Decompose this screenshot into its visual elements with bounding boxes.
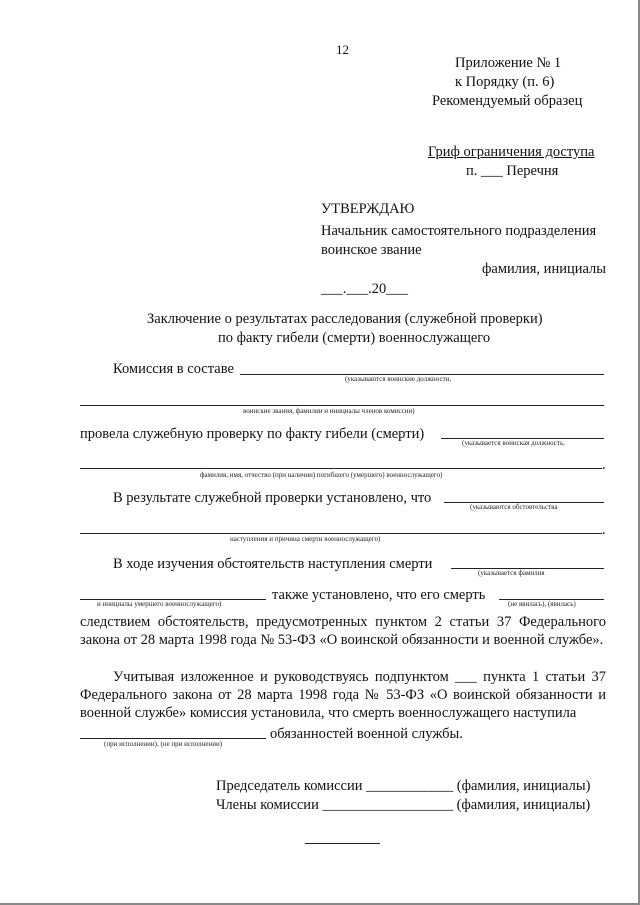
military-rank: воинское звание — [321, 242, 422, 258]
chief-title: Начальник самостоятельного подразделения — [321, 223, 597, 239]
document-title: Заключение о результатах расследования (служебной проверки) — [147, 311, 543, 327]
commission-label: Комиссия в составе — [113, 361, 234, 377]
list-item-ref: п. ___ Перечня — [466, 163, 559, 179]
appendix-label: Приложение № 1 — [455, 55, 562, 71]
cause-fill-line — [80, 533, 602, 534]
hint-surname: (указывается фамилия — [478, 569, 545, 577]
members-signature: Члены комиссии __________________ (фамилия, инициалы) — [216, 797, 591, 813]
document-subtitle: по факту гибели (смерти) военнослужащего — [218, 330, 491, 346]
duties-text: обязанностей военной службы. — [270, 726, 463, 742]
considering-paragraph: Учитывая изложенное и руководствуясь подпунктом ___ пункта 1 статьи 37 Федерального закона от 28 марта 1998 года № 53-ФЗ «О воинской обязанности и военной службе» комиссия установила, что смерть военнослужащего наступила — [80, 669, 606, 721]
approve-heading: УТВЕРЖДАЮ — [321, 201, 415, 217]
consequence-paragraph: следствием обстоятельств, предусмотренных пунктом 2 статьи 37 Федерального закона от 28 марта 1998 года № 53-ФЗ «О воинской обязанности и военной службе». — [80, 614, 606, 648]
approval-date: ___.___.20___ — [321, 281, 408, 297]
order-reference: к Порядку (п. 6) — [455, 74, 555, 90]
period-1: . — [602, 457, 606, 473]
chief-name: фамилия, инициалы — [482, 261, 607, 277]
conducted-text: провела служебную проверку по факту гибели (смерти) — [80, 426, 425, 442]
members-fill-line — [80, 405, 604, 406]
hint-was: (не явилась), (явилась) — [508, 600, 576, 608]
hint-circumstances: (указываются обстоятельства — [470, 503, 558, 511]
studying-text: В ходе изучения обстоятельств наступления смерти — [113, 556, 433, 572]
sample-label: Рекомендуемый образец — [432, 93, 583, 109]
performing-fill-line — [80, 738, 266, 739]
hint-deceased: фамилия, имя, отчество (при наличии) погибшего (умершего) военнослужащего) — [200, 471, 443, 479]
deceased-fill-line — [80, 468, 602, 469]
hint-initials: и инициалы умершего военнослужащего) — [97, 600, 222, 608]
also-established-text: также установлено, что его смерть — [272, 587, 486, 603]
access-classification: Гриф ограничения доступа — [428, 144, 595, 160]
established-text: В результате служебной проверки установлено, что — [113, 490, 432, 506]
hint-cause: наступления и причина смерти военнослужащего) — [230, 535, 381, 543]
hint-position: (указывается воинская должность, — [462, 439, 565, 447]
chairman-signature: Председатель комиссии ____________ (фамилия, инициалы) — [216, 778, 591, 794]
page-number: 12 — [336, 42, 349, 57]
hint-positions: (указываются воинские должности, — [345, 375, 452, 383]
period-2: . — [602, 522, 606, 538]
hint-ranks: воинские звания, фамилии и инициалы членов комиссии) — [243, 407, 415, 415]
footer-separator — [305, 843, 380, 844]
hint-performing: (при исполнении), (не при исполнении) — [104, 740, 223, 748]
